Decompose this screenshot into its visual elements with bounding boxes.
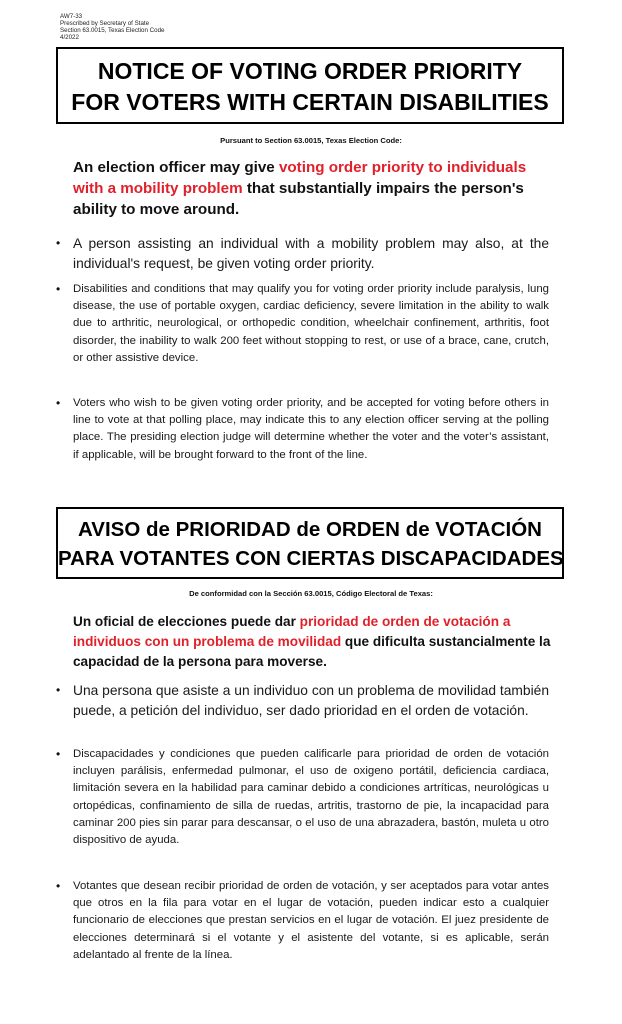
english-title-line-2: FOR VOTERS WITH CERTAIN DISABILITIES	[71, 89, 549, 115]
spanish-bullet-1	[56, 681, 549, 720]
spanish-title-line-1: AVISO de PRIORIDAD de ORDEN de VOTACIÓN	[78, 518, 542, 541]
form-metadata	[60, 13, 164, 41]
english-lead-paragraph	[73, 157, 551, 220]
form-date: 4/2022	[60, 34, 79, 41]
bullet-marker: •	[56, 683, 61, 697]
spanish-subtitle: De conformidad con la Sección 63.0015, Código Electoral de Texas:	[189, 589, 433, 598]
form-statute: Section 63.0015, Texas Election Code	[60, 27, 165, 34]
spanish-bullet-3	[56, 878, 549, 964]
spanish-title-box	[56, 507, 564, 579]
english-lead-text-end: that substantially impairs the person's ability to move around.	[73, 180, 524, 218]
form-prescriber: Prescribed by Secretary of State	[60, 20, 150, 27]
english-title-box	[56, 47, 564, 124]
english-bullet-2	[56, 281, 549, 367]
bullet-marker: •	[56, 396, 61, 410]
english-bullet-3-text: Voters who wish to be given voting order priority, and be accepted for voting before others in line to vote at that polling place, may indicate this to any election officer serving at the polling place. The presiding election judge will determine whether the voter and the voter’s assistant, if applicable, will be brought forward to the front of the line.	[73, 397, 549, 461]
bullet-marker: •	[56, 747, 61, 761]
bullet-marker: •	[56, 879, 61, 893]
english-bullet-2-text: Disabilities and conditions that may qualify you for voting order priority include paralysis, lung disease, the use of portable oxygen, cardiac deficiency, severe limitation in the ability to walk due to arthritic, neurological, or orthopedic condition, wheelchair confinement, arthritis, foot disorder, the inability to walk 200 feet without stopping to rest, or use of a brace, cane, crutch, or other assistive device.	[73, 283, 549, 364]
form-number: AW7-33	[60, 13, 83, 20]
spanish-bullet-3-text: Votantes que desean recibir prioridad de orden de votación, y ser aceptados para votar antes que otros en la fila para votar en el lugar de votación, pueden indicar esto a cualquier funcionario de elecciones que prestan servicios en el lugar de votación. El juez presidente de elecciones determinará si el votante y el asistente del votante, si es aplicable, serán adelantado al frente de la línea.	[73, 880, 549, 961]
spanish-lead-text: Un oficial de elecciones puede dar	[73, 614, 300, 629]
english-title-line-1: NOTICE OF VOTING ORDER PRIORITY	[97, 58, 523, 84]
english-lead-text: An election officer may give	[73, 159, 279, 176]
bullet-marker: •	[56, 282, 61, 296]
english-subtitle: Pursuant to Section 63.0015, Texas Election Code:	[220, 136, 402, 145]
english-bullet-1	[56, 234, 549, 273]
spanish-lead-text-end: que dificulta sustancialmente la capacidad de la persona para moverse.	[73, 634, 551, 669]
spanish-bullet-2-text: Discapacidades y condiciones que pueden calificarle para prioridad de orden de votación incluyen parálisis, enfermedad pulmonar, el uso de oxigeno portátil, deficiencia cardiaca, limitación severa en la habilidad para caminar debido a condiciones artríticas, neurológicas u ortopédicas, confinamiento de silla de ruedas, artritis, trastorno de pie, la incapacidad para caminar 200 pies sin parar para descansar, o el uso de una abrazadera, bastón, muleta u otro dispositivo de ayuda.	[73, 748, 549, 847]
english-bullet-1-text: A person assisting an individual with a mobility problem may also, at the individual's request, be given voting order priority.	[73, 236, 549, 271]
english-lead-highlight: voting order priority to individuals with a mobility problem	[73, 159, 527, 197]
spanish-bullet-2	[56, 746, 549, 849]
spanish-bullet-1-text: Una persona que asiste a un individuo con un problema de movilidad también puede, a petición del individuo, ser dado prioridad en el orden de votación.	[73, 683, 549, 718]
english-bullet-3	[56, 395, 549, 464]
spanish-lead-highlight: prioridad de orden de votación a individuos con un problema de movilidad	[73, 614, 511, 649]
spanish-lead-paragraph	[73, 612, 551, 672]
spanish-title-line-2: PARA VOTANTES CON CIERTAS DISCAPACIDADES	[58, 547, 564, 570]
bullet-marker: •	[56, 236, 61, 250]
